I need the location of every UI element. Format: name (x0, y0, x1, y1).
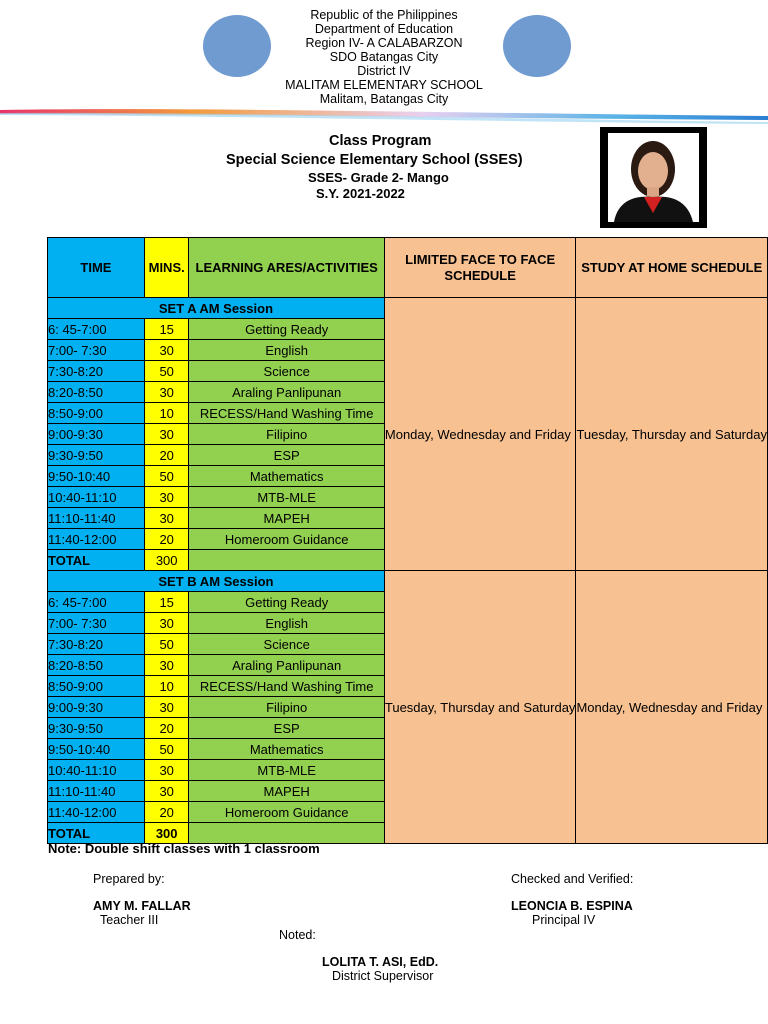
activity-cell: Filipino (189, 424, 384, 445)
program-title: Class Program (329, 133, 432, 149)
mins-cell: 20 (144, 529, 189, 550)
mins-cell: 30 (144, 508, 189, 529)
time-cell: 8:20-8:50 (48, 382, 145, 403)
school-address: Malitam, Batangas City (319, 92, 449, 106)
mins-cell: 50 (144, 739, 189, 760)
header-line-division: SDO Batangas City (329, 50, 439, 64)
header-time: TIME (48, 238, 145, 298)
header-study-at-home: STUDY AT HOME SCHEDULE (576, 238, 768, 298)
activity-cell: English (189, 340, 384, 361)
time-cell: 9:30-9:50 (48, 445, 145, 466)
activity-cell: Science (189, 634, 384, 655)
table-header-row (48, 238, 768, 298)
checked-by-label: Checked and Verified: (511, 872, 634, 886)
mins-cell: 20 (144, 802, 189, 823)
header-line-region: Region IV- A CALABARZON (305, 36, 463, 50)
total-mins: 300 (144, 823, 189, 844)
activity-cell: ESP (189, 445, 384, 466)
header-activities: LEARNING ARES/ACTIVITIES (189, 238, 384, 298)
mins-cell: 20 (144, 718, 189, 739)
mins-cell: 30 (144, 655, 189, 676)
time-cell: 7:00- 7:30 (48, 340, 145, 361)
activity-cell: MTB-MLE (189, 760, 384, 781)
activity-cell: Getting Ready (189, 592, 384, 613)
mins-cell: 30 (144, 613, 189, 634)
activity-cell: RECESS/Hand Washing Time (189, 403, 384, 424)
activity-cell: Getting Ready (189, 319, 384, 340)
mins-cell: 50 (144, 361, 189, 382)
time-cell: 8:50-9:00 (48, 676, 145, 697)
noted-by-name: LOLITA T. ASI, EdD. (322, 955, 439, 969)
school-name: MALITAM ELEMENTARY SCHOOL (285, 78, 483, 92)
mins-cell: 10 (144, 676, 189, 697)
activity-cell: MAPEH (189, 781, 384, 802)
activity-cell: ESP (189, 718, 384, 739)
time-cell: 7:30-8:20 (48, 361, 145, 382)
time-cell: 9:50-10:40 (48, 466, 145, 487)
set-b-label: SET B AM Session (48, 571, 385, 592)
activity-cell: Mathematics (189, 466, 384, 487)
activity-cell: Araling Panlipunan (189, 382, 384, 403)
time-cell: 6: 45-7:00 (48, 319, 145, 340)
set-b-label-row (48, 571, 768, 592)
time-cell: 8:50-9:00 (48, 403, 145, 424)
teacher-portrait-image (600, 127, 707, 228)
activity-cell: Science (189, 361, 384, 382)
header-face-to-face: LIMITED FACE TO FACE SCHEDULE (384, 238, 576, 298)
noted-by-label: Noted: (279, 928, 316, 942)
mins-cell: 15 (144, 592, 189, 613)
activity-cell: MTB-MLE (189, 487, 384, 508)
time-cell: 11:10-11:40 (48, 781, 145, 802)
time-cell: 9:30-9:50 (48, 718, 145, 739)
set-b-study-at-home-days: Monday, Wednesday and Friday (576, 571, 768, 844)
total-label: TOTAL (48, 823, 145, 844)
activity-cell: Homeroom Guidance (189, 802, 384, 823)
activity-cell: MAPEH (189, 508, 384, 529)
header-line-district: District IV (357, 64, 411, 78)
header-mins: MINS. (144, 238, 189, 298)
total-empty-cell (189, 550, 384, 571)
set-b-face-to-face-days: Tuesday, Thursday and Saturday (384, 571, 576, 844)
activity-cell: Mathematics (189, 739, 384, 760)
activity-cell: RECESS/Hand Washing Time (189, 676, 384, 697)
mins-cell: 10 (144, 403, 189, 424)
noted-by-title: District Supervisor (332, 969, 434, 983)
time-cell: 7:00- 7:30 (48, 613, 145, 634)
mins-cell: 30 (144, 382, 189, 403)
set-a-face-to-face-days: Monday, Wednesday and Friday (384, 298, 576, 571)
mins-cell: 30 (144, 760, 189, 781)
checked-by-name: LEONCIA B. ESPINA (511, 899, 633, 913)
mins-cell: 50 (144, 634, 189, 655)
program-section: SSES- Grade 2- Mango (308, 170, 449, 185)
time-cell: 11:40-12:00 (48, 802, 145, 823)
decorative-swoosh (0, 104, 768, 126)
time-cell: 11:40-12:00 (48, 529, 145, 550)
time-cell: 6: 45-7:00 (48, 592, 145, 613)
mins-cell: 30 (144, 697, 189, 718)
activity-cell: Homeroom Guidance (189, 529, 384, 550)
set-a-label: SET A AM Session (48, 298, 385, 319)
time-cell: 9:00-9:30 (48, 424, 145, 445)
time-cell: 11:10-11:40 (48, 508, 145, 529)
header-line-deped: Department of Education (314, 22, 454, 36)
mins-cell: 30 (144, 781, 189, 802)
time-cell: 10:40-11:10 (48, 487, 145, 508)
schedule-note: Note: Double shift classes with 1 classroom (48, 841, 320, 856)
program-subtitle: Special Science Elementary School (SSES) (226, 152, 523, 168)
time-cell: 9:00-9:30 (48, 697, 145, 718)
activity-cell: Filipino (189, 697, 384, 718)
time-cell: 10:40-11:10 (48, 760, 145, 781)
mins-cell: 20 (144, 445, 189, 466)
time-cell: 7:30-8:20 (48, 634, 145, 655)
mins-cell: 50 (144, 466, 189, 487)
teacher-photo (600, 127, 707, 228)
program-school-year: S.Y. 2021-2022 (316, 186, 405, 201)
set-a-study-at-home-days: Tuesday, Thursday and Saturday (576, 298, 768, 571)
total-mins: 300 (144, 550, 189, 571)
mins-cell: 15 (144, 319, 189, 340)
activity-cell: English (189, 613, 384, 634)
prepared-by-name: AMY M. FALLAR (93, 899, 191, 913)
activity-cell: Araling Panlipunan (189, 655, 384, 676)
mins-cell: 30 (144, 487, 189, 508)
prepared-by-label: Prepared by: (93, 872, 165, 886)
checked-by-title: Principal IV (532, 913, 596, 927)
class-program-table (47, 237, 768, 844)
header-line-republic: Republic of the Philippines (310, 8, 458, 22)
time-cell: 9:50-10:40 (48, 739, 145, 760)
total-label: TOTAL (48, 550, 145, 571)
set-a-label-row (48, 298, 768, 319)
mins-cell: 30 (144, 340, 189, 361)
time-cell: 8:20-8:50 (48, 655, 145, 676)
prepared-by-title: Teacher III (100, 913, 159, 927)
mins-cell: 30 (144, 424, 189, 445)
